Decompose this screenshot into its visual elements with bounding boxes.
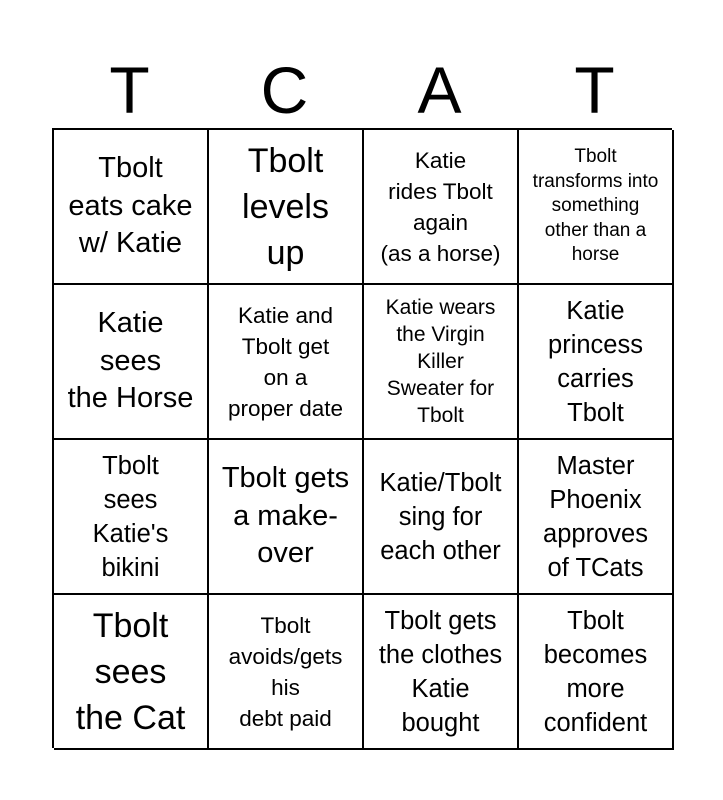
cell-text: Katie sees the Horse [67, 307, 194, 415]
cell-text: Tbolt sees Katie's bikini [92, 451, 169, 582]
bingo-cell-r2-c3[interactable] [364, 285, 519, 440]
bingo-cell-r3-c3[interactable] [364, 440, 519, 595]
bingo-cell-r1-c4[interactable] [519, 130, 674, 285]
bingo-cell-r4-c4[interactable] [519, 595, 674, 750]
bingo-grid [52, 128, 672, 748]
cell-text: Katie rides Tbolt again (as a horse) [380, 147, 501, 266]
cell-text: Master Phoenix approves of TCats [543, 451, 648, 582]
cell-text: Tbolt becomes more confident [543, 606, 648, 737]
bingo-cell-r4-c1[interactable] [54, 595, 209, 750]
cell-text: Katie wears the Virgin Killer Sweater for Tbolt [385, 296, 496, 427]
bingo-cell-r2-c2[interactable] [209, 285, 364, 440]
bingo-cell-r3-c2[interactable] [209, 440, 364, 595]
bingo-cell-r3-c4[interactable] [519, 440, 674, 595]
bingo-cell-r3-c1[interactable] [54, 440, 209, 595]
cell-text: Tbolt avoids/gets his debt paid [228, 612, 343, 731]
bingo-cell-r1-c1[interactable] [54, 130, 209, 285]
cell-text: Tbolt eats cake w/ Katie [68, 152, 193, 260]
bingo-cell-r1-c2[interactable] [209, 130, 364, 285]
bingo-cell-r1-c3[interactable] [364, 130, 519, 285]
bingo-cell-r4-c3[interactable] [364, 595, 519, 750]
cell-text: Katie/Tbolt sing for each other [379, 468, 502, 565]
header-letter-t2: T [574, 53, 615, 127]
header-letter-a: A [417, 53, 462, 127]
cell-text: Tbolt gets the clothes Katie bought [378, 606, 503, 737]
bingo-cell-r2-c1[interactable] [54, 285, 209, 440]
cell-text: Katie princess carries Tbolt [548, 296, 643, 427]
header-letter-t1: T [109, 53, 150, 127]
header-letter-c: C [260, 53, 309, 127]
bingo-header [52, 52, 672, 128]
bingo-cell-r4-c2[interactable] [209, 595, 364, 750]
bingo-cell-r2-c4[interactable] [519, 285, 674, 440]
cell-text: Tbolt transforms into something other than a horse [532, 146, 659, 266]
cell-text: Tbolt sees the Cat [75, 606, 186, 737]
cell-text: Tbolt levels up [242, 141, 329, 272]
cell-text: Tbolt gets a make- over [221, 462, 350, 570]
cell-text: Katie and Tbolt get on a proper date [227, 302, 344, 421]
